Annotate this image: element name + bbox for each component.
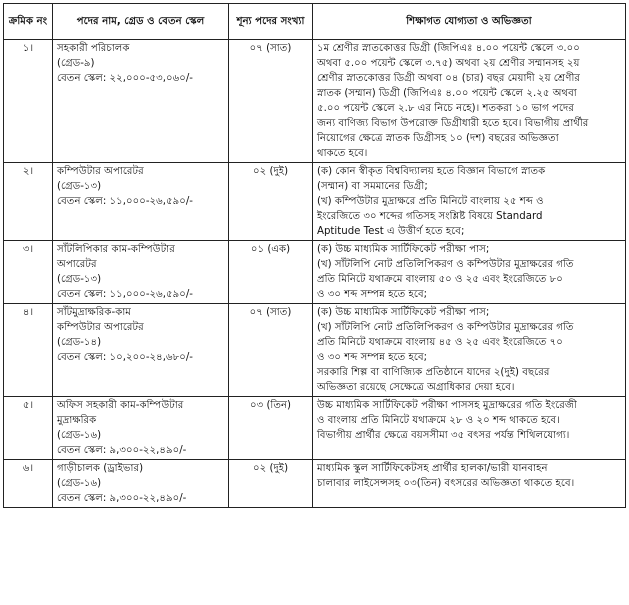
qualification-line: প্রতি মিনিটে যথাক্রমে বাংলায় ৫০ ও ২৫ এবং ইংরেজিতে ৮০ — [317, 274, 563, 285]
table-row — [4, 163, 626, 241]
qualification-line: ইংরেজিতে ৩০ শব্দের গতিসহ সংশ্লিষ্ট বিষয়ে Standard — [317, 211, 543, 222]
qualification-line: (খ) সাঁটলিপি নোট প্রতিলিপিকরণ ও কম্পিউটার মুদ্রাক্ষরের গতি — [317, 259, 574, 270]
qualification-line: মাধ্যমিক স্কুল সার্টিফিকেটসহ প্রার্থীর হালকা/ভারী যানবাহন — [317, 463, 548, 474]
post-title: গাড়ীচালক (ড্রাইভার) — [57, 463, 144, 474]
vacancy-cell: ০২ (দুই) — [229, 163, 313, 241]
vacancy-cell: ০৩ (তিন) — [229, 397, 313, 460]
qualification-line: ও বাংলায় প্রতি মিনিটে যথাক্রমে ২৮ ও ২০ শব্দ থাকতে হবে। — [317, 415, 560, 426]
qualification-line: জন্য বাণিজ্য বিভাগ উপরোক্ত ডিগ্রীধারী হতে হবে। বিভাগীয় প্রার্থীর — [317, 118, 589, 129]
qualification-cell — [313, 40, 626, 163]
qualification-line: ও ৩০ শব্দ সম্পন্ন হতে হবে; — [317, 352, 428, 363]
vacancy-cell: ০২ (দুই) — [229, 460, 313, 508]
post-title-cont: অপারেটর — [57, 259, 97, 270]
post-grade: (গ্রেড-১৩) — [57, 181, 102, 192]
qualification-line: (খ) কম্পিউটার মুদ্রাক্ষরে প্রতি মিনিটে বাংলায় ২৫ শব্দ ও — [317, 196, 544, 207]
post-title-cont: কম্পিউটার অপারেটর — [57, 322, 144, 333]
qualification-line: ১ম শ্রেণীর স্নাতকোত্তর ডিগ্রী (জিপিএঃ ৪.০০ পয়েন্ট স্কেলে ৩.০০ — [317, 43, 580, 54]
post-title: কম্পিউটার অপারেটর — [57, 166, 144, 177]
post-cell — [53, 304, 229, 397]
qualification-line: ৫.০০ পয়েন্ট স্কেলে ২.৮ এর নিচে নহে)। শতকরা ১০ ভাগ পদের — [317, 103, 574, 114]
header-vacancy: শূন্য পদের সংখ্যা — [229, 4, 313, 40]
post-cell — [53, 241, 229, 304]
qualification-line: সরকারি শিল্প বা বাণিজ্যিক প্রতিষ্ঠানে যাদের ২(দুই) বছরের — [317, 367, 550, 378]
post-cell — [53, 397, 229, 460]
post-grade: (গ্রেড-১৪) — [57, 337, 102, 348]
qualification-line: (সম্মান) বা সমমানের ডিগ্রী; — [317, 181, 428, 192]
qualification-line: উচ্চ মাধ্যমিক সার্টিফিকেট পরীক্ষা পাসসহ মুদ্রাক্ষরের গতি ইংরেজী — [317, 400, 577, 411]
qualification-line: প্রতি মিনিটে যথাক্রমে বাংলায় ৪৫ ও ২৫ এবং ইংরেজিতে ৭০ — [317, 337, 563, 348]
post-cell — [53, 460, 229, 508]
qualification-line: (ক) উচ্চ মাধ্যমিক সার্টিফিকেট পরীক্ষা পাস; — [317, 244, 490, 255]
qualification-cell — [313, 397, 626, 460]
qualification-cell — [313, 163, 626, 241]
qualification-cell — [313, 304, 626, 397]
vacancy-cell: ০১ (এক) — [229, 241, 313, 304]
serial-cell: ১। — [4, 40, 53, 163]
header-row — [4, 4, 626, 40]
post-pay-scale: বেতন স্কেল: ২২,০০০-৫৩,০৬০/- — [57, 73, 193, 84]
qualification-line: নিয়োগের ক্ষেত্রে স্নাতক ডিগ্রীসহ ১০ (দশ) বছরের অভিজ্ঞতা — [317, 133, 559, 144]
post-title: সাঁটমুদ্রাক্ষরিক-কাম — [57, 307, 131, 318]
qualification-line: (খ) সাঁটলিপি নোট প্রতিলিপিকরণ ও কম্পিউটার মুদ্রাক্ষরের গতি — [317, 322, 574, 333]
table-row — [4, 40, 626, 163]
header-serial: ক্রমিক নং — [4, 4, 53, 40]
vacancy-cell: ০৭ (সাত) — [229, 304, 313, 397]
post-grade: (গ্রেড-১৬) — [57, 478, 102, 489]
table-row — [4, 397, 626, 460]
recruitment-table — [3, 3, 626, 508]
serial-cell: ৫। — [4, 397, 53, 460]
qualification-line: অথবা ৫.০০ পয়েন্ট স্কেলে ৩.৭৫) অথবা ২য় শ্রেণীর সম্মানসহ ২য় — [317, 58, 580, 69]
post-grade: (গ্রেড-১৬) — [57, 430, 102, 441]
vacancy-cell: ০৭ (সাত) — [229, 40, 313, 163]
serial-cell: ৪। — [4, 304, 53, 397]
serial-cell: ৩। — [4, 241, 53, 304]
qualification-line: (ক) উচ্চ মাধ্যমিক সার্টিফিকেট পরীক্ষা পাস; — [317, 307, 490, 318]
header-post: পদের নাম, গ্রেড ও বেতন স্কেল — [53, 4, 229, 40]
post-grade: (গ্রেড-১৩) — [57, 274, 102, 285]
post-title-cont: মুদ্রাক্ষরিক — [57, 415, 97, 426]
post-pay-scale: বেতন স্কেল: ৯,৩০০-২২,৪৯০/- — [57, 445, 187, 456]
serial-cell: ২। — [4, 163, 53, 241]
serial-cell: ৬। — [4, 460, 53, 508]
qualification-line: ও ৩০ শব্দ সম্পন্ন হতে হবে; — [317, 289, 428, 300]
post-grade: (গ্রেড-৯) — [57, 58, 95, 69]
post-pay-scale: বেতন স্কেল: ১১,০০০-২৬,৫৯০/- — [57, 196, 193, 207]
post-pay-scale: বেতন স্কেল: ৯,৩০০-২২,৪৯০/- — [57, 493, 187, 504]
post-title: অফিস সহকারী কাম-কম্পিউটার — [57, 400, 184, 411]
qualification-line: চালাবার লাইসেন্সসহ ০৩(তিন) বৎসরের অভিজ্ঞতা থাকতে হবে। — [317, 478, 575, 489]
qualification-line: স্নাতক (সম্মান) ডিগ্রী (জিপিএঃ ৪.০০ পয়েন্ট স্কেলে ২.২৫ অথবা — [317, 88, 577, 99]
qualification-line: শ্রেণীর স্নাতকোত্তর ডিগ্রী অথবা ০৪ (চার) বছর মেয়াদী ২য় শ্রেণীর — [317, 73, 581, 84]
post-title: সহকারী পরিচালক — [57, 43, 130, 54]
post-title: সাঁটলিপিকার কাম-কম্পিউটার — [57, 244, 175, 255]
post-cell — [53, 40, 229, 163]
post-pay-scale: বেতন স্কেল: ১০,২০০-২৪,৬৮০/- — [57, 352, 193, 363]
table-row — [4, 241, 626, 304]
qualification-cell — [313, 241, 626, 304]
qualification-line: থাকতে হবে। — [317, 148, 368, 159]
post-cell — [53, 163, 229, 241]
post-pay-scale: বেতন স্কেল: ১১,০০০-২৬,৫৯০/- — [57, 289, 193, 300]
table-row — [4, 460, 626, 508]
qualification-line: (ক) কোন স্বীকৃত বিশ্ববিদ্যালয় হতে বিজ্ঞান বিভাগে স্নাতক — [317, 166, 546, 177]
qualification-cell — [313, 460, 626, 508]
header-qualification: শিক্ষাগত যোগ্যতা ও অভিজ্ঞতা — [313, 4, 626, 40]
qualification-line: Aptitude Test এ উত্তীর্ণ হতে হবে; — [317, 226, 465, 237]
table-row — [4, 304, 626, 397]
qualification-line: অভিজ্ঞতা রয়েছে সেক্ষেত্রে অগ্রাধিকার দেয়া হবে। — [317, 382, 515, 393]
qualification-line: বিভাগীয় প্রার্থীর ক্ষেত্রে বয়সসীমা ৩৫ বৎসর পর্যন্ত শিথিলযোগ্য। — [317, 430, 570, 441]
